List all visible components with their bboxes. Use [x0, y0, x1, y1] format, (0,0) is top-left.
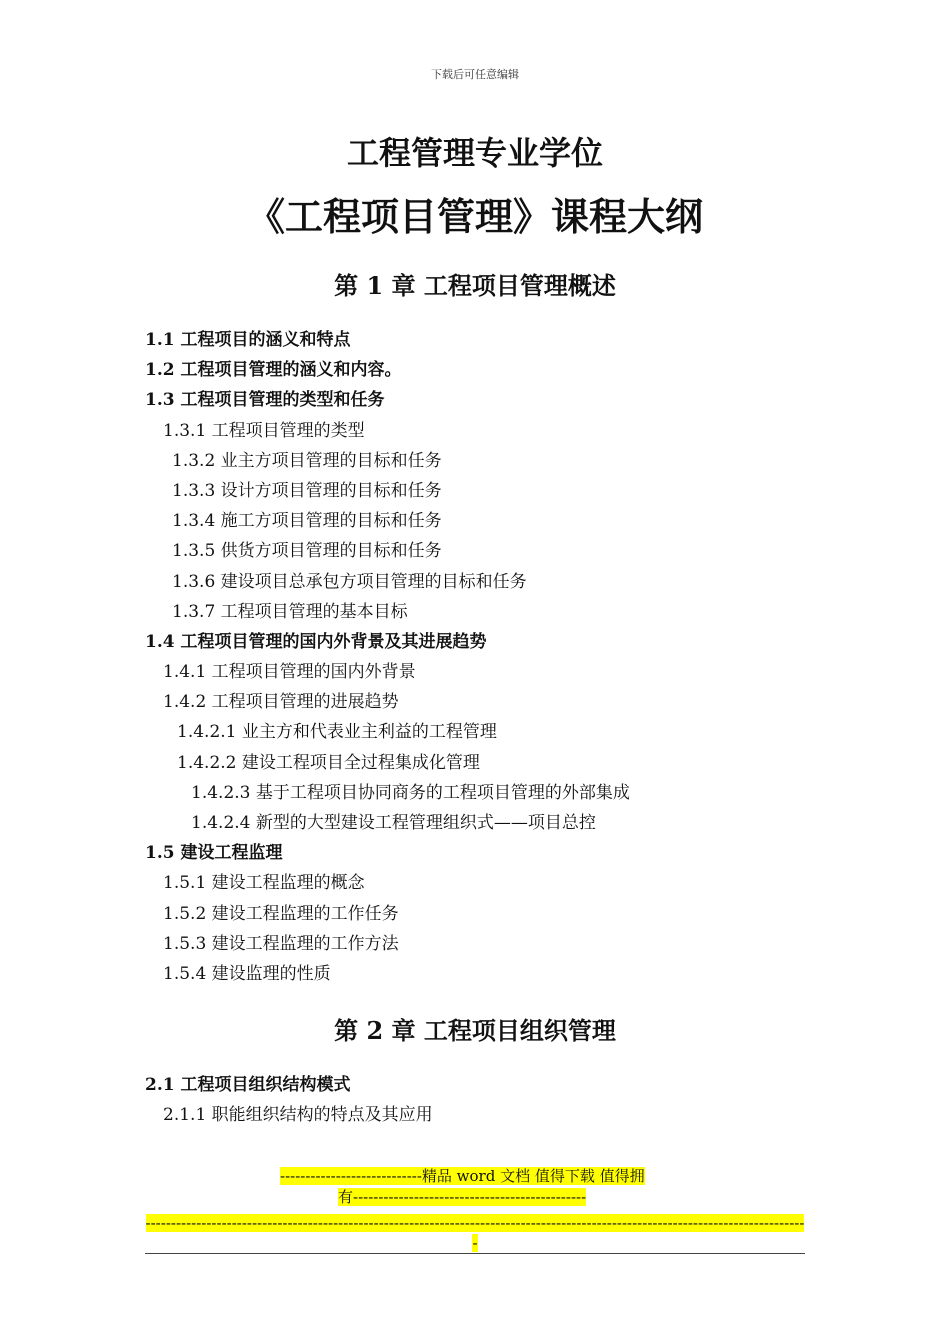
footer-banner-line2: 有---------------------------------------------- [338, 1188, 587, 1206]
outline-item: 1.5.3 建设工程监理的工作方法 [163, 933, 399, 954]
outline-item: 1.3.2 业主方项目管理的目标和任务 [172, 450, 442, 471]
outline-item: 1.1 工程项目的涵义和特点 [145, 330, 351, 350]
footer-banner-line1: ----------------------------精品 word 文档 值得下载 值得拥 [280, 1167, 645, 1185]
outline-item: 1.3.1 工程项目管理的类型 [163, 420, 365, 441]
outline-item: 1.4.1 工程项目管理的国内外背景 [163, 662, 416, 683]
outline-item: 1.3.3 设计方项目管理的目标和任务 [172, 480, 442, 501]
outline-item: 1.4.2.3 基于工程项目协同商务的工程项目管理的外部集成 [191, 782, 630, 803]
outline-item: 2.1 工程项目组织结构模式 [145, 1075, 351, 1095]
header-note: 下载后可任意编辑 [431, 68, 519, 81]
outline-item: 1.4 工程项目管理的国内外背景及其进展趋势 [145, 631, 487, 652]
outline-item: 1.4.2.2 建设工程项目全过程集成化管理 [177, 752, 480, 773]
outline-item: 1.3 工程项目管理的类型和任务 [145, 390, 385, 411]
footer-divider [145, 1253, 805, 1254]
document-title-line2: 《工程项目管理》课程大纲 [246, 195, 703, 239]
outline-item: 1.5.1 建设工程监理的概念 [163, 873, 365, 894]
outline-item: 1.3.5 供货方项目管理的目标和任务 [172, 541, 442, 562]
document-title-line1: 工程管理专业学位 [346, 134, 603, 172]
outline-item: 1.3.7 工程项目管理的基本目标 [172, 601, 408, 622]
outline-item: 1.4.2 工程项目管理的进展趋势 [163, 692, 399, 713]
footer-banner-line3: ----------------------------------------------------------------------------------------------------------------------------------- [145, 1214, 805, 1252]
outline-item: 1.5.4 建设监理的性质 [163, 963, 331, 984]
outline-item: 1.2 工程项目管理的涵义和内容。 [145, 360, 402, 381]
outline-item: 1.5 建设工程监理 [145, 843, 283, 864]
chapter1-outline [145, 325, 630, 989]
chapter2-outline [145, 1070, 433, 1130]
outline-item: 1.4.2.4 新型的大型建设工程管理组织式——项目总控 [191, 813, 596, 833]
outline-item: 1.3.6 建设项目总承包方项目管理的目标和任务 [172, 571, 527, 592]
outline-item: 2.1.1 职能组织结构的特点及其应用 [163, 1105, 433, 1126]
outline-item: 1.3.4 施工方项目管理的目标和任务 [172, 511, 442, 532]
outline-item: 1.4.2.1 业主方和代表业主利益的工程管理 [177, 722, 497, 743]
outline-item: 1.5.2 建设工程监理的工作任务 [163, 903, 399, 924]
chapter1-heading: 第 1 章 工程项目管理概述 [334, 271, 616, 300]
chapter2-heading: 第 2 章 工程项目组织管理 [334, 1016, 616, 1045]
